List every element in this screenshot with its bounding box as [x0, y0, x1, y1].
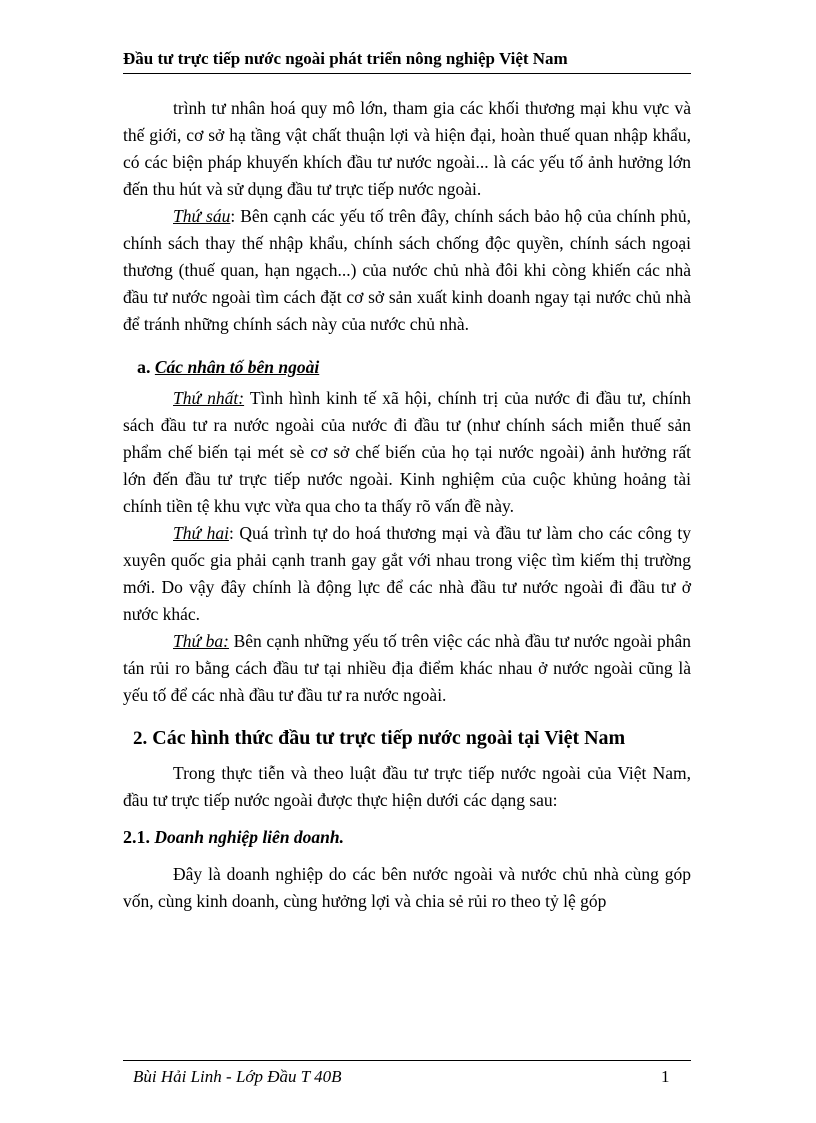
section-2-title: Các hình thức đầu tư trực tiếp nước ngoài tại Việt Nam	[152, 727, 626, 749]
paragraph-4	[123, 520, 691, 628]
page-header-title: Đầu tư trực tiếp nước ngoài phát triển nông nghiệp Việt Nam	[123, 49, 568, 68]
section-2-1-number: 2.1.	[123, 827, 150, 847]
paragraph-2	[123, 203, 691, 338]
paragraph-6: Trong thực tiễn và theo luật đầu tư trực tiếp nước ngoài của Việt Nam, đầu tư trực tiếp nước ngoài được thực hiện dưới các dạng sau:	[123, 763, 691, 810]
document-body	[123, 95, 691, 915]
section-a-title: Các nhân tố bên ngoài	[154, 357, 320, 377]
footer-rule	[123, 1060, 691, 1061]
paragraph-3-label: Thứ nhất:	[173, 388, 245, 408]
paragraph-4-label: Thứ hai	[173, 523, 229, 543]
page-number: 1	[661, 1067, 670, 1086]
section-a-heading	[137, 354, 691, 381]
header-rule	[123, 73, 691, 74]
paragraph-5-label: Thứ ba:	[173, 631, 229, 651]
section-a-number: a.	[137, 357, 151, 377]
paragraph-4-text: : Quá trình tự do hoá thương mại và đầu tư làm cho các công ty xuyên quốc gia phải cạnh tranh gay gắt với nhau trong việc tìm kiếm thị trường mới. Do vậy đây chính là động lực để các nhà đầu tư nước ngoài đi đầu tư ở nước khác.	[123, 523, 691, 624]
section-2-1-title: Doanh nghiệp liên doanh.	[154, 827, 345, 847]
paragraph-5	[123, 628, 691, 709]
section-2-heading	[133, 723, 691, 754]
paragraph-1: trình tư nhân hoá quy mô lớn, tham gia các khối thương mại khu vực và thế giới, cơ sở hạ tầng vật chất thuận lợi và hiện đại, hoàn thuế quan nhập khẩu, có các biện pháp khuyến khích đầu tư nước ngoài... là các yếu tố ảnh hưởng lớn đến thu hút và sử dụng đầu tư trực tiếp nước ngoài.	[123, 98, 691, 199]
footer-author: Bùi Hải Linh - Lớp Đầu T 40B	[133, 1067, 342, 1086]
paragraph-2-text: : Bên cạnh các yếu tố trên đây, chính sách bảo hộ của chính phủ, chính sách thay thế nhập khẩu, chính sách chống độc quyền, chính sách ngoại thương (thuế quan, hạn ngạch...) của nước chủ nhà đôi khi còng khiến các nhà đầu tư nước ngoài tìm cách đặt cơ sở sản xuất kinh doanh ngay tại nước chủ nhà để tránh những chính sách này của nước chủ nhà.	[123, 206, 692, 334]
paragraph-7: Đây là doanh nghiệp do các bên nước ngoài và nước chủ nhà cùng góp vốn, cùng kinh doanh, cùng hưởng lợi và chia sẻ rủi ro theo tỷ lệ góp	[123, 864, 691, 911]
paragraph-2-label: Thứ sáu	[173, 206, 231, 226]
section-2-number: 2.	[133, 728, 148, 749]
paragraph-3	[123, 385, 691, 520]
paragraph-3-text: Tình hình kinh tế xã hội, chính trị của nước đi đầu tư, chính sách đầu tư ra nước ngoài của nước đi đầu tư (như chính sách miễn thuế sản phẩm chế biến tại mét sè cơ sở chế biến của họ tại nước ngoài) ảnh hưởng rất lớn đến đầu tư trực tiếp nước ngoài. Kinh nghiệm của cuộc khủng hoảng tài chính tiền tệ khu vực vừa qua cho ta thấy rõ vấn đề này.	[123, 388, 692, 516]
section-2-1-heading	[123, 824, 691, 851]
paragraph-5-text: Bên cạnh những yếu tố trên việc các nhà đầu tư nước ngoài phân tán rủi ro bằng cách đầu tư tại nhiều địa điểm khác nhau ở nước ngoài cũng là yếu tố để các nhà đầu tư đầu tư ra nước ngoài.	[123, 631, 691, 705]
